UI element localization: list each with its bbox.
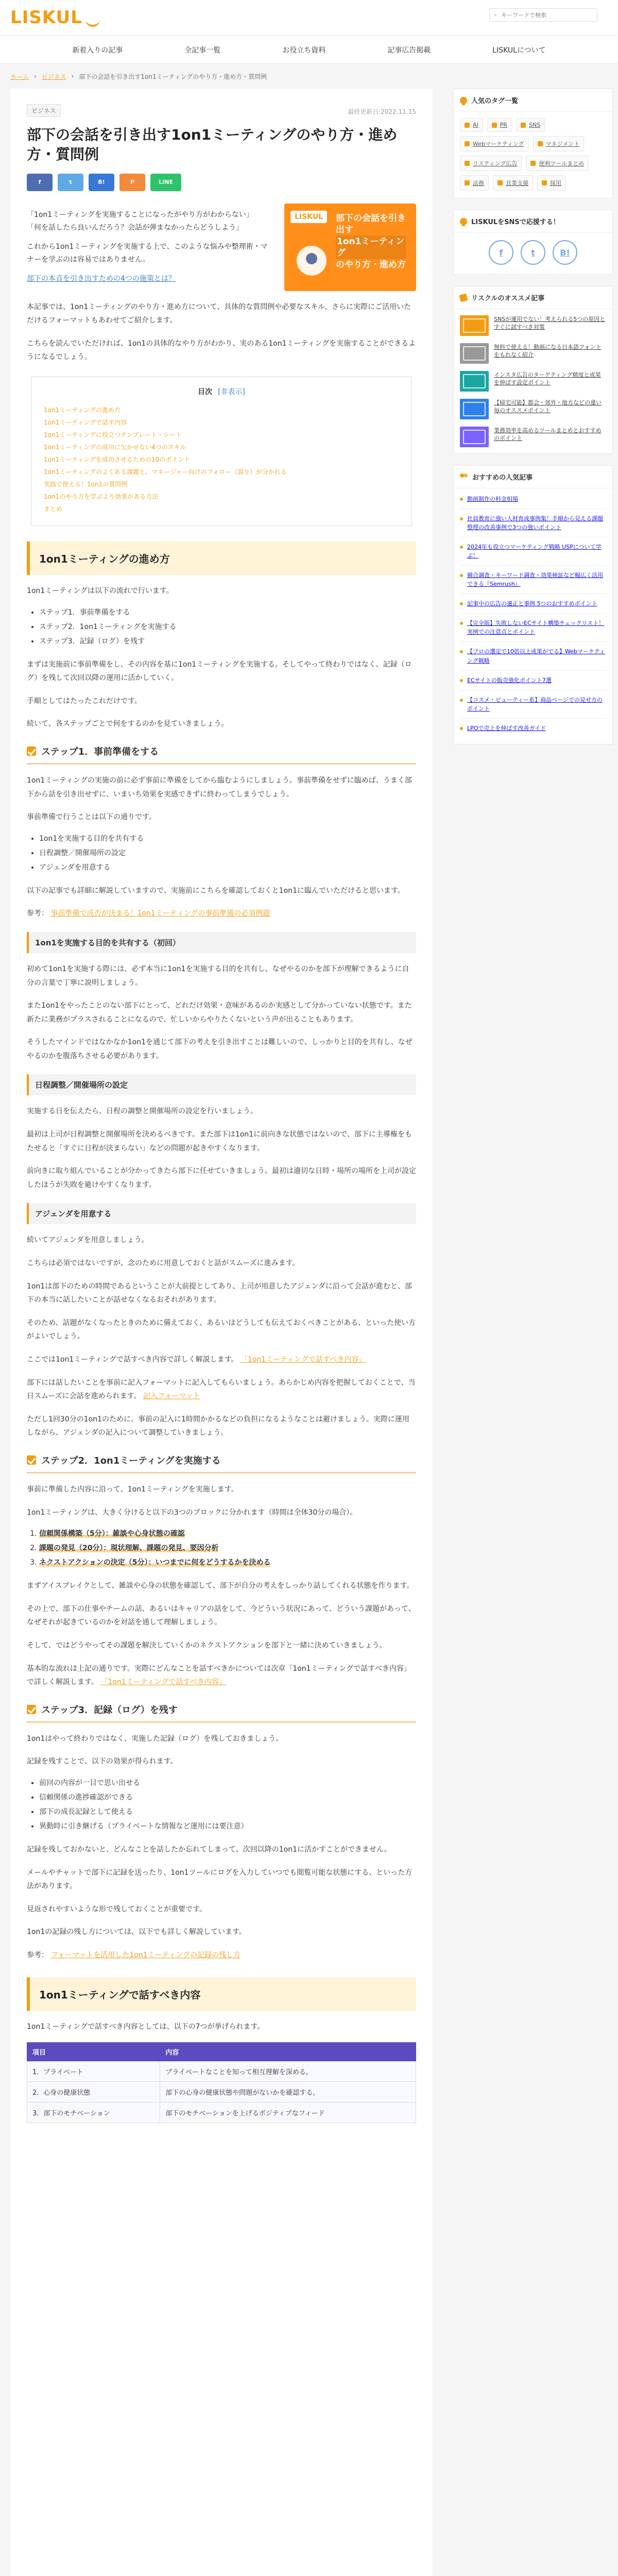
para: [27, 1376, 416, 1403]
hero-title-line: のやり方・進め方: [336, 259, 406, 270]
step-heading: [27, 1453, 416, 1473]
toc-item[interactable]: [44, 478, 399, 490]
tag-icon: [542, 180, 547, 185]
tag-label: Webマーケティング: [473, 141, 524, 147]
log-benefit-item: • 信頼関係の進捗確認ができる: [39, 1790, 416, 1805]
follow-widget: [453, 210, 613, 275]
para: 1on1はやって終わりではなく、実施した記録（ログ）を残しておきましょう。: [27, 1734, 283, 1743]
toc-item[interactable]: [44, 441, 399, 453]
toc-toggle[interactable]: [非表示]: [217, 387, 245, 396]
logo-text: LISKUL: [10, 7, 82, 28]
nav-new[interactable]: 新着入りの記事: [72, 46, 123, 55]
nav-all[interactable]: 全記事一覧: [184, 46, 221, 55]
table-cell: 1．プライベート: [27, 2061, 160, 2082]
bulb-icon: [460, 97, 467, 104]
search-input[interactable]: [501, 12, 583, 19]
prep-list: [27, 832, 416, 875]
checkbox-icon: [27, 1455, 36, 1465]
tag[interactable]: [460, 136, 529, 151]
table-cell: 3．部下のモチベーション: [27, 2103, 160, 2123]
facebook-icon: f: [499, 247, 503, 258]
share-facebook-button[interactable]: [27, 174, 53, 191]
meeting-block-item: [39, 1527, 416, 1541]
para: 見返されやすいような形で残しておくことが重要です。: [27, 1905, 207, 1913]
popular-article-title: 【完全版】失敗しないECサイト構築チェックリスト！実例での注意点とポイント: [467, 620, 605, 636]
topics-table: [27, 2042, 416, 2123]
smile-icon: [85, 19, 100, 27]
tag-label: 採用: [550, 180, 561, 187]
toc-item[interactable]: [44, 503, 399, 515]
hero-brand: LISKUL: [290, 211, 327, 223]
tag[interactable]: [526, 156, 589, 171]
para: まずアイスブレイクとして、雑談や心身の状態を確認して、部下が自分の考えをしっかり話してくれる状態を作ります。: [27, 1582, 414, 1590]
widget-title: リスクルのオススメ記事: [471, 295, 545, 302]
toc-link[interactable]: 1on1のやり方を学ぶより効果がある方法: [44, 493, 159, 500]
bullet-icon: [460, 498, 463, 501]
para: そして、ではどうやってその課題を解決していくかのネクストアクションを部下と一緒に決めていきましょう。: [27, 1641, 387, 1650]
subsection-heading: 1on1を実施する目的を共有する（初回）: [27, 932, 416, 953]
page-layout: [0, 89, 618, 2576]
popular-tags-widget: [453, 89, 613, 198]
tag[interactable]: [460, 175, 489, 191]
thumbnail: [460, 315, 489, 336]
table-cell: 部下のモチベーションを上げるポジティブなフィード: [160, 2103, 416, 2123]
tag[interactable]: [460, 156, 522, 171]
intro-link[interactable]: 部下の本音を引き出すための4つの施策とは？: [27, 275, 176, 283]
table-row: [27, 2061, 416, 2082]
prep-item: • 1on1を実施する目的を共有する: [39, 832, 416, 846]
para: まずは実施前に事前準備をし、その内容を基に1on1ミーティングを実施する。そしてやって終わりではなく、記録（ログ）を残して次回以降の運用に活かしていく。: [27, 660, 412, 683]
hero-line: 「何を話したら良いんだろう？会話が弾まなかったらどうしよう」: [27, 223, 243, 232]
hero-title-line: 1on1ミーティング: [336, 235, 406, 259]
article-hero: [27, 204, 416, 291]
para: 初めて1on1を実施する際には、必ず本当に1on1を実施する目的を共有し、なぜやるのかを部下が理解できるように自分の言葉で丁寧に説明しましょう。: [27, 964, 409, 987]
recommended-title-text: 業務効率を高めるツールまとめとおすすめのポイント: [494, 427, 602, 442]
hero-intro: [27, 204, 272, 286]
breadcrumb-current: 部下の会話を引き出す1on1ミーティングのやり方・進め方・質問例: [79, 73, 267, 80]
recommended-title: [454, 286, 612, 309]
hatena-icon: B!: [98, 179, 105, 186]
para: 本記事では、1on1ミーティングのやり方・進め方について、具体的な質問例や必要なスキル、さらに実際にご活用いただけるフォーマットもあわせてご紹介します。: [27, 302, 411, 325]
table-row: [27, 2082, 416, 2103]
popular-article-item[interactable]: [460, 509, 606, 537]
tag-icon: [497, 180, 503, 185]
bullet-icon: [460, 574, 463, 577]
bullet-icon: [460, 650, 463, 653]
twitter-icon: t: [531, 247, 535, 258]
para: 最初は上司が日程調整と開催場所を決めるべきです。また部下は1on1に前向きな状態ではないので、部下に主導権をもたせると「すぐに日程が決まらない」などの問題が起きやすくなります。: [27, 1130, 412, 1153]
recommended-title-text: 無料で使える！動画になる日本語フォントをもれなく紹介: [494, 344, 602, 359]
tag-label: マネジメント: [545, 141, 580, 147]
toc-title: [44, 386, 399, 397]
tag-icon: [465, 180, 470, 185]
breadcrumb-separator: ›: [34, 73, 37, 80]
meeting-block-text: 信頼関係構築（5分）：雑談や心身状態の確認: [39, 1530, 185, 1538]
line-icon: LINE: [159, 179, 173, 186]
breadcrumb: [0, 64, 618, 89]
share-twitter-button[interactable]: [58, 174, 83, 191]
breadcrumb-home[interactable]: ホーム: [10, 73, 29, 80]
prep-item: • 日程調整／開催場所の設定: [39, 846, 416, 860]
toc-link[interactable]: 実践で使える！1on1の質問例: [44, 480, 128, 488]
log-benefit-item: • 異動時に引き継げる（プライベートな情報など運用には要注意）: [39, 1819, 416, 1834]
header-search[interactable]: [489, 8, 597, 22]
users-icon: [460, 473, 468, 481]
step-heading-text: ステップ1．事前準備をする: [41, 746, 159, 757]
site-header: [0, 0, 618, 36]
breadcrumb-business[interactable]: ビジネス: [41, 73, 66, 80]
recommended-title-text: インスタ広告のターゲティング精度と成果を伸ばす設定ポイント: [494, 371, 601, 386]
para: 1on1ミーティングの実施の前に必ず事前に準備をしてから臨むようにしましょう。事前準備をせずに臨めば、うまく部下から話を引き出せずに、いまいち効果を実感できずに終わってしまうでしょう。: [27, 776, 412, 799]
main-nav: [0, 36, 618, 64]
toc-link[interactable]: 1on1ミーティングの成功に欠かせない4つのスキル: [44, 443, 186, 451]
tag-icon: [465, 123, 470, 128]
follow-facebook-button[interactable]: [489, 240, 513, 265]
para: 記録を残すことで、以下の効果が得られます。: [27, 1757, 178, 1766]
recommended-item[interactable]: [460, 371, 606, 392]
hero-image: [284, 204, 416, 291]
tag[interactable]: [460, 118, 483, 132]
para: こちらは必須ではないですが、念のために用意しておくと話がスムーズに進みます。: [27, 1259, 300, 1268]
toc-item[interactable]: [44, 416, 399, 429]
toc-item[interactable]: [44, 429, 399, 441]
popular-article-title: 記事中の広告の適正と事例 5つのおすすめポイント: [467, 600, 597, 607]
people-icon: [297, 246, 327, 276]
tag[interactable]: [516, 118, 545, 132]
article-date: 最終更新日:2022.11.15: [348, 108, 416, 115]
category-badge[interactable]: ビジネス: [27, 104, 61, 117]
tag-label: PR: [500, 122, 508, 128]
recommended-list: [454, 309, 612, 453]
popular-article-item[interactable]: [460, 594, 606, 613]
toc-item[interactable]: [44, 490, 399, 503]
popular-article-item[interactable]: [460, 690, 606, 718]
search-icon: ⌕: [494, 11, 497, 18]
meeting-block-text: 課題の発見（20分）：現状理解、課題の発見、要因分析: [39, 1544, 219, 1553]
widget-title: おすすめの人気記事: [472, 474, 533, 482]
inline-link[interactable]: 「1on1ミーティングで話すべき内容」: [100, 1678, 226, 1687]
toc-list: [44, 404, 399, 515]
hero-title: [336, 213, 406, 270]
follow-hatena-button[interactable]: [553, 240, 577, 265]
meeting-blocks-list: [27, 1527, 416, 1570]
prep-item: • アジェンダを用意する: [39, 860, 416, 875]
topics-table-head: [27, 2043, 416, 2061]
para: また1on1をやったことのない部下にとって、どれだけ効果・意味があるのか実感として分かっていない状態です。また新たに業務がプラスされることになるので、忙しいからやりたくないという声が出ることもあります。: [27, 1002, 412, 1024]
topics-table-header: 項目: [27, 2043, 160, 2061]
para-text: 部下には話したいことを事前に記入フォーマットに記入してもらいましょう。あらかじめ内容を把握しておくことで、当日スムーズに会話を進められます。: [27, 1378, 416, 1401]
table-cell: 部下の心身の健康状態や問題がないかを確認する。: [160, 2082, 416, 2103]
para: 続いて、各ステップごとで何をするのかを見ていきましょう。: [27, 720, 229, 728]
bullet-icon: [460, 546, 463, 549]
follow-buttons: [454, 233, 612, 274]
thumbnail: [460, 399, 489, 419]
bullet-icon: [460, 699, 463, 702]
nav-resources[interactable]: お役立ち資料: [282, 46, 326, 55]
reference-prefix: 参考：: [27, 909, 48, 918]
table-cell: 2．心身の健康状態: [27, 2082, 160, 2103]
toc-link[interactable]: 1on1ミーティングで話す内容: [44, 418, 127, 426]
share-hatena-button[interactable]: [89, 174, 114, 191]
para-text: ここでは1on1ミーティングで話すべき内容で詳しく解説します。: [27, 1355, 238, 1364]
log-benefits-list: [27, 1776, 416, 1834]
para: こちらを読んでいただければ、1on1の具体的なやり方がわかり、実のある1on1ミーティングを実施することができるようになるでしょう。: [27, 339, 416, 362]
popular-article-title: LPOで売上を伸ばす改善ガイド: [467, 724, 546, 732]
popular-articles-title: [454, 466, 612, 488]
toc-link[interactable]: 1on1ミーティングの進め方: [44, 406, 121, 414]
step-heading-text: ステップ3．記録（ログ）を残す: [41, 1704, 178, 1716]
tag-label: SNS: [529, 122, 541, 128]
table-cell: プライベートなことを知って相互理解を深める。: [160, 2061, 416, 2082]
step-heading: [27, 744, 416, 765]
tag-icon: [465, 161, 470, 166]
tag[interactable]: [493, 175, 533, 191]
toc-link[interactable]: 1on1ミーティングに役立つテンプレート・シート: [44, 431, 182, 438]
nav-ad[interactable]: 記事広告掲載: [387, 46, 431, 55]
toc-link[interactable]: 1on1ミーティングのよくある課題と、マネージャー向けのフォロー（誤り）が分かれる: [44, 468, 287, 476]
hatena-icon: B!: [560, 247, 570, 258]
para: 1on1ミーティングは以下の流れで行います。: [27, 586, 174, 595]
recommended-item[interactable]: [460, 343, 606, 364]
steps-item: • ステップ3．記録（ログ）を残す: [39, 634, 416, 649]
para: 前向きに取り組んでいることが分かってきたら部下に任せていきましょう。最初は適切な日時・場所の場所を上司が設定したほうが失敗を避けやすくなります。: [27, 1167, 416, 1189]
bullet-icon: [460, 622, 463, 625]
checkbox-icon: [27, 747, 36, 756]
bullet-icon: [460, 679, 463, 682]
reference-line: [27, 907, 416, 921]
para: 以下の記事でも詳細に解説していますので、実施前にこちらを確認しておくと1on1に臨んでいただけると思います。: [27, 886, 405, 895]
popular-article-title: 社員教育に強い人材育成事例集！手順から見える課題整理の改善事例で3つの強いポイント: [467, 515, 603, 531]
widget-title: LISKULをSNSで応援する！: [471, 218, 560, 226]
nav-about[interactable]: LISKULについて: [492, 46, 546, 55]
para: 1on1ミーティングは、大きく分けると以下の3つのブロックに分かれます（時間は全体30分の場合）。: [27, 1508, 357, 1517]
popular-article-title: 2024年も役立つマーケティング戦略 USPについて学ぶ！: [467, 544, 602, 560]
share-row: [27, 174, 416, 191]
article-main: [10, 89, 433, 2576]
tag-icon: [492, 123, 497, 128]
topics-table-header: 内容: [160, 2043, 416, 2061]
recommended-widget: [453, 286, 613, 454]
popular-article-title: 競合調査・キーワード調査・効果検証など幅広く活用できる『Semrush』: [467, 572, 603, 588]
meeting-block-text: ネクストアクションの決定（5分）：いつまでに何をどうするかを決める: [39, 1558, 271, 1567]
popular-tags-title: [454, 89, 612, 112]
share-line-button[interactable]: [150, 174, 181, 191]
toc-item[interactable]: [44, 466, 399, 478]
steps-list: [27, 605, 416, 649]
para: [27, 1662, 416, 1689]
table-row: [27, 2103, 416, 2123]
tag[interactable]: [487, 118, 512, 132]
bullet-icon: [460, 517, 463, 520]
log-benefit-item: • 前回の内容が一目で思い出せる: [39, 1776, 416, 1790]
steps-item: • ステップ1．事前準備をする: [39, 605, 416, 620]
tag-icon: [538, 141, 543, 146]
tag-label: 法務: [473, 180, 484, 187]
popular-article-title: 【プロの選定で10倍以上成果がでる】Webマーケティング戦略: [467, 648, 605, 664]
toc-link[interactable]: 1on1ミーティングを成功させるための10のポイント: [44, 455, 191, 463]
popular-article-item[interactable]: [460, 495, 606, 509]
toc-item[interactable]: [44, 404, 399, 416]
page-title: 部下の会話を引き出す1on1ミーティングのやり方・進め方・質問例: [27, 126, 398, 163]
section-heading: 1on1ミーティングの進め方: [27, 541, 416, 575]
recommended-title-text: SNSが運用でない！考えられる5つの原因とすぐに試すべき対策: [494, 316, 606, 331]
thumbs-up-icon: [459, 293, 468, 302]
reference-link[interactable]: フォーマットを活用した1on1ミーティングの記録の残し方: [50, 1951, 241, 1959]
popular-article-item[interactable]: [460, 613, 606, 641]
hero-line: 「1on1ミーティングを実施することになったがやり方がわからない」: [27, 210, 253, 219]
recommended-item[interactable]: [460, 427, 606, 447]
tag-label: 便利ツールまとめ: [539, 160, 585, 167]
popular-article-item[interactable]: [460, 641, 606, 670]
popular-article-item[interactable]: [460, 537, 606, 565]
steps-item: • ステップ2．1on1ミーティングを実施する: [39, 620, 416, 634]
tag-icon: [465, 141, 470, 146]
para: ただし1回30分の1on1のために、事前の記入に1時間かかるなどの負担になるようなことは避けましょう。実際に運用しながら、アジェンダの記入について調整していきましょう。: [27, 1415, 409, 1437]
topics-table-body: [27, 2061, 416, 2123]
meeting-block-item: [39, 1555, 416, 1570]
hero-title-line: 部下の会話を引き出す: [336, 213, 406, 235]
popular-article-title: 動画制作の料金相場: [467, 496, 518, 502]
para: メールやチャットで部下に記録を送ったり、1on1ツールにログを入力していつでも閲覧可能な状態にする、といった方法があります。: [27, 1868, 413, 1891]
tag-label: 営業支援: [506, 180, 528, 187]
bullet-icon: [460, 727, 463, 730]
tag-icon: [521, 123, 526, 128]
breadcrumb-separator: ›: [71, 73, 74, 80]
follow-twitter-button[interactable]: [521, 240, 545, 265]
para: 手順としてはたったこれだけです。: [27, 697, 142, 705]
toc-item[interactable]: [44, 453, 399, 466]
twitter-icon: t: [69, 179, 72, 186]
para: [27, 1353, 416, 1367]
para: 事前準備で行うことは以下の通りです。: [27, 813, 156, 822]
step-heading-text: ステップ2．1on1ミーティングを実施する: [41, 1455, 221, 1466]
popular-article-item[interactable]: [460, 718, 606, 738]
reference-link[interactable]: 事前準備で成否が決まる！1on1ミーティングの事前準備の必須例題: [50, 909, 270, 918]
para: そのため、話題がなくなったときのために備えておく、あるいはどうしても伝えておくべきことがある、といった使い方がよいでしょう。: [27, 1318, 416, 1341]
para: その上で、部下の仕事やチームの話、あるいはキャリアの話をして、今どういう状況にあって、どういう課題があって、なぜそれが起きているのかを対話を通して理解しましょう。: [27, 1604, 416, 1627]
recommended-title-text: 【帰宅可能】都会・郊外・地方などの違い毎のオススメポイント: [494, 399, 602, 414]
facebook-icon: f: [38, 179, 41, 186]
toc-title-text: 目次: [198, 387, 213, 396]
para: 1on1ミーティングで話すべき内容としては、以下の7つが挙げられます。: [27, 2023, 265, 2031]
popular-article-title: ECサイトの販売強化ポイント7選: [467, 676, 552, 684]
intro-link-wrap: [27, 273, 272, 285]
follow-title: [454, 210, 612, 233]
tag[interactable]: [533, 136, 585, 151]
tag-label: リスティング広告: [473, 160, 518, 167]
thumbnail: [460, 371, 489, 392]
para: 事前に準備した内容に沿って、1on1ミーティングを実施します。: [27, 1485, 238, 1494]
popular-article-item[interactable]: [460, 565, 606, 594]
log-benefit-item: • 部下の成長記録として使える: [39, 1805, 416, 1819]
para: 続いてアジェンダを用意しましょう。: [27, 1236, 149, 1245]
para: 記録を残しておかないと、どんなことを話したか忘れてしまって、次回以降の1on1に活かすことができません。: [27, 1845, 391, 1854]
share-pocket-button[interactable]: [119, 174, 145, 191]
popular-articles: [454, 488, 612, 744]
recommended-item[interactable]: [460, 399, 606, 419]
sidebar: [453, 89, 613, 2576]
tag[interactable]: [537, 175, 566, 191]
reference-line: [27, 1948, 416, 1962]
widget-title: 人気のタグ一覧: [471, 97, 519, 105]
thumbnail: [460, 343, 489, 364]
popular-tags: [454, 112, 612, 198]
intro-text: これから1on1ミーティングを実施する上で、このような悩みや整理術・マナーを学ぶのは容易ではありません。: [27, 242, 268, 264]
bullet-icon: [460, 602, 463, 605]
subsection-heading: 日程調整／開催場所の設定: [27, 1074, 416, 1095]
para: 1on1の記録の残し方については、以下でも詳しく解説しています。: [27, 1928, 246, 1937]
recommended-item[interactable]: [460, 315, 606, 336]
tag-icon: [530, 161, 536, 166]
pocket-icon: P: [130, 179, 135, 186]
tag-label: AI: [473, 122, 478, 128]
sparkle-icon: [460, 218, 467, 225]
para: 実施する日を伝えたら、日程の調整と開催場所の設定を行いましょう。: [27, 1107, 258, 1116]
inline-link[interactable]: 記入フォーマット: [143, 1392, 200, 1401]
para-text: 基本的な流れは上記の通りです。実際にどんなことを話すべきかについては次章「1on1ミーティングで話すべき内容」で詳しく解説します。: [27, 1664, 411, 1687]
section-heading: 1on1ミーティングで話すべき内容: [27, 1977, 416, 2011]
reference-prefix: 参考：: [27, 1951, 48, 1959]
popular-article-item[interactable]: [460, 670, 606, 690]
site-logo[interactable]: [10, 7, 100, 28]
thumbnail: [460, 427, 489, 447]
toc-link[interactable]: まとめ: [44, 505, 63, 513]
popular-articles-widget: [453, 465, 613, 744]
para: 1on1は部下のための時間であるということが大前提としてあり、上司が用意したアジェンダに沿って会話が進むと、部下の本当に話したいことが話せなくなるおそれがあります。: [27, 1282, 412, 1304]
inline-link[interactable]: 「1on1ミーティングで話すべき内容」: [240, 1355, 366, 1364]
step-heading: [27, 1703, 416, 1723]
para: そうしたマインドではなかなか1on1を通じて部下の考えを引き出すことは難しいので、しっかりと目的を共有し、なぜやるのかを腹落ちさせる必要があります。: [27, 1038, 413, 1060]
checkbox-icon: [27, 1705, 36, 1714]
topics-table-header-row: [27, 2043, 416, 2061]
meeting-block-item: [39, 1541, 416, 1555]
subsection-heading: アジェンダを用意する: [27, 1203, 416, 1224]
popular-article-title: 【コスメ・ビューティー系】商品ページでの見せ方のポイント: [467, 696, 603, 712]
table-of-contents: [31, 377, 412, 526]
